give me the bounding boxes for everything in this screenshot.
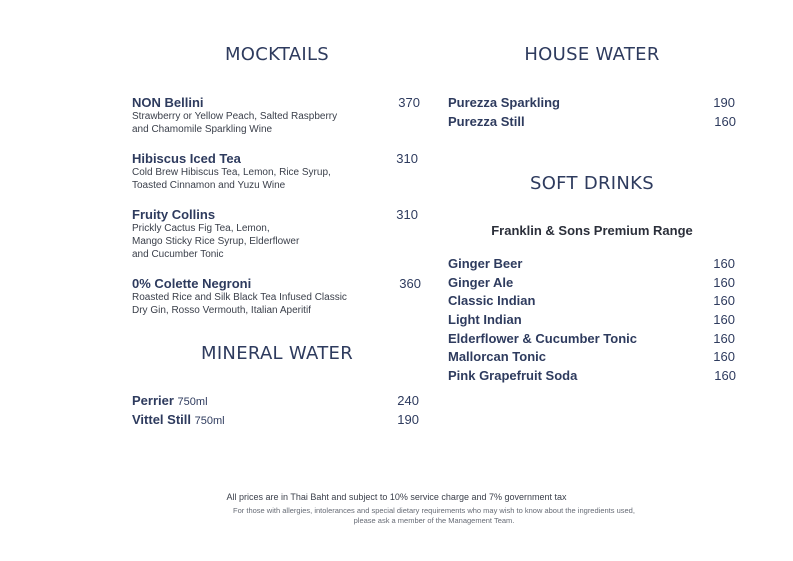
item-price: 160 — [714, 114, 736, 129]
house-water-title: HOUSE WATER — [524, 44, 660, 65]
item-name: Vittel Still 750ml — [132, 412, 225, 427]
price-disclaimer: All prices are in Thai Baht and subject to 10% service charge and 7% government tax — [226, 492, 567, 502]
item-price: 160 — [713, 275, 735, 290]
item-volume: 750ml — [194, 415, 225, 427]
item-price: 310 — [396, 207, 418, 222]
item-name: Classic Indian — [448, 293, 536, 308]
item-description: Cold Brew Hibiscus Tea, Lemon, Rice Syrup, Toasted Cinnamon and Yuzu Wine — [132, 167, 331, 191]
item-description: Roasted Rice and Silk Black Tea Infused Classic Dry Gin, Rosso Vermouth, Italian Aperitif — [132, 292, 347, 316]
item-name: Fruity Collins — [132, 207, 216, 222]
item-description: Strawberry or Yellow Peach, Salted Raspberry and Chamomile Sparkling Wine — [132, 111, 338, 135]
item-name: Pink Grapefruit Soda — [448, 368, 578, 383]
item-price: 160 — [713, 256, 735, 271]
item-price: 160 — [713, 331, 735, 346]
item-price: 160 — [713, 293, 735, 308]
item-name: Hibiscus Iced Tea — [132, 151, 241, 166]
mineral-water-title: MINERAL WATER — [200, 343, 354, 364]
item-price: 190 — [397, 412, 419, 427]
item-price: 310 — [396, 151, 418, 166]
item-name: Purezza Sparkling — [448, 95, 560, 110]
item-name: Purezza Still — [448, 114, 525, 129]
mocktails-title: MOCKTAILS — [224, 44, 330, 65]
soft-drinks-subtitle: Franklin & Sons Premium Range — [491, 223, 693, 238]
item-price: 160 — [713, 349, 735, 364]
item-name: Light Indian — [448, 312, 522, 327]
item-price: 360 — [399, 276, 421, 291]
soft-drinks-title: SOFT DRINKS — [529, 173, 655, 194]
item-price: 190 — [713, 95, 735, 110]
item-name: Ginger Ale — [448, 275, 514, 290]
item-volume: 750ml — [177, 396, 208, 408]
allergy-note: For those with allergies, intolerances and special dietary requirements who may wish to know about the ingredients used, please ask a member of the Management Team. — [233, 506, 635, 525]
item-name: Ginger Beer — [448, 256, 523, 271]
item-name: Perrier 750ml — [132, 393, 208, 408]
item-price: 240 — [397, 393, 419, 408]
item-name: NON Bellini — [132, 95, 204, 110]
item-price: 160 — [713, 312, 735, 327]
item-name: Mallorcan Tonic — [448, 349, 546, 364]
item-name: 0% Colette Negroni — [132, 276, 252, 291]
item-price: 160 — [714, 368, 736, 383]
item-name: Elderflower & Cucumber Tonic — [448, 331, 638, 346]
item-description: Prickly Cactus Fig Tea, Lemon, Mango Sticky Rice Syrup, Elderflower and Cucumber Tonic — [132, 223, 300, 260]
item-price: 370 — [398, 95, 420, 110]
